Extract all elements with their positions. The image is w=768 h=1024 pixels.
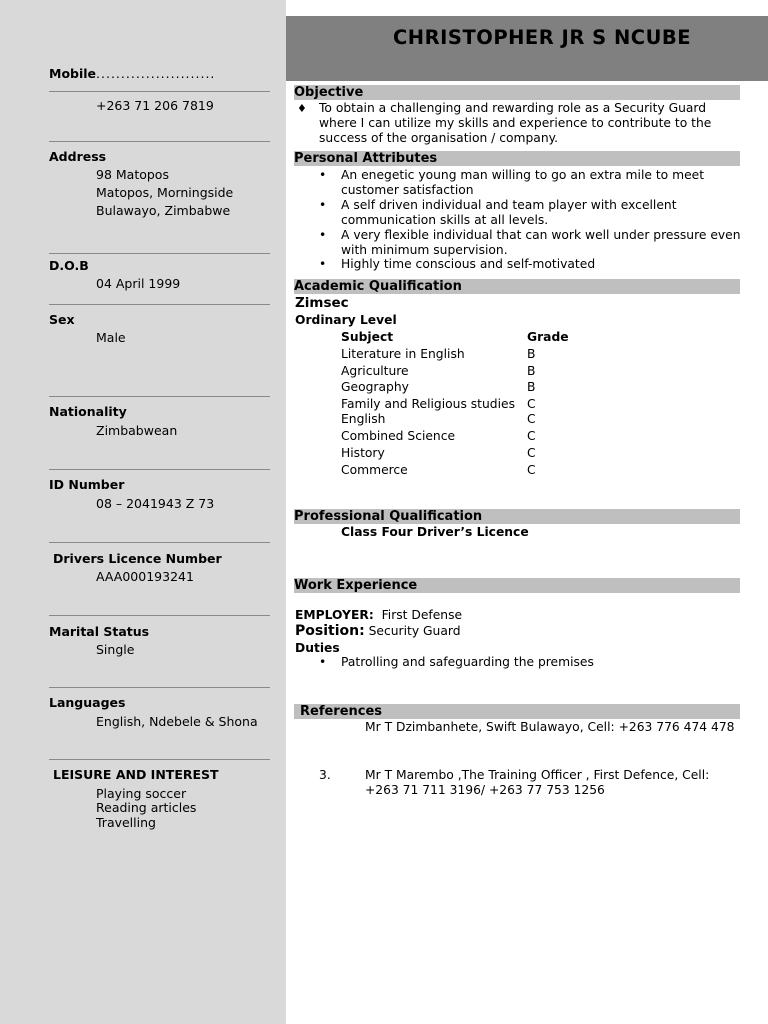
leisure-item: Travelling [96,815,156,830]
leisure-item: Playing soccer [96,786,187,801]
divider [49,396,270,397]
subject-name: Commerce [341,463,408,477]
candidate-name: CHRISTOPHER JR S NCUBE [393,26,692,49]
duty-item: Patrolling and safeguarding the premises [341,655,594,669]
reference-item: Mr T Dzimbanhete, Swift Bulawayo, Cell: +263 776 474 478 [365,720,735,734]
attribute-item: A self driven individual and team player with excellent communication skills at all levels. [341,198,677,227]
objective-text: To obtain a challenging and rewarding role as a Security Guard where I can utilize my skills and experience to contribute to the success of the organisation / company. [319,101,712,145]
employer-line: EMPLOYER: First Defense [295,608,463,622]
attribute-item: A very flexible individual that can work well under pressure even with minimum supervision. [341,228,741,257]
bullet-icon: • [319,257,327,271]
subject-grade: C [527,463,536,477]
dob-label: D.O.B [49,258,89,273]
divider [49,253,270,254]
mobile-label: Mobile........................ [49,66,216,81]
marital-status-label: Marital Status [49,624,150,639]
exam-board: Zimsec [295,295,349,311]
subject-grade: C [527,412,536,426]
dob-value: 04 April 1999 [96,276,181,291]
attributes-heading: Personal Attributes [294,151,740,166]
bullet-icon: • [319,198,327,212]
languages-label: Languages [49,695,126,710]
reference-number: 3. [319,768,331,782]
divider [49,687,270,688]
work-heading: Work Experience [294,578,740,593]
sex-label: Sex [49,312,75,327]
duties-label: Duties [295,641,340,655]
nationality-label: Nationality [49,404,127,419]
subject-name: Agriculture [341,364,409,378]
id-number-value: 08 – 2041943 Z 73 [96,496,215,511]
licence-value: AAA000193241 [96,569,194,584]
subject-name: English [341,412,386,426]
marital-status-value: Single [96,642,135,657]
subject-grade: B [527,347,536,361]
divider [49,542,270,543]
leisure-item: Reading articles [96,800,197,815]
subject-grade: C [527,397,536,411]
bullet-icon: • [319,228,327,242]
attribute-item: An enegetic young man willing to go an extra mile to meet customer satisfaction [341,168,705,197]
attribute-item: Highly time conscious and self-motivated [341,257,596,271]
objective-heading: Objective [294,85,740,100]
professional-item: Class Four Driver’s Licence [341,525,529,539]
references-heading: References [294,704,740,719]
exam-level: Ordinary Level [295,313,397,327]
sidebar [0,0,286,1024]
diamond-bullet-icon: ♦ [297,102,307,115]
reference-item: Mr T Marembo ,The Training Officer , First Defence, Cell: +263 71 711 3196/ +263 77 753 1256 [365,768,710,797]
divider [49,304,270,305]
subject-column-header: Subject [341,330,394,344]
subject-name: Combined Science [341,429,456,443]
address-line-3: Bulawayo, Zimbabwe [96,203,231,218]
address-label: Address [49,149,107,164]
mobile-value: +263 71 206 7819 [96,98,214,113]
subject-name: Family and Religious studies [341,397,515,411]
bullet-icon: • [319,655,327,669]
divider [49,759,270,760]
professional-heading: Professional Qualification [294,509,740,524]
divider [49,91,270,92]
leisure-label: LEISURE AND INTEREST [53,767,219,782]
languages-value: English, Ndebele & Shona [96,714,258,729]
divider [49,469,270,470]
subject-name: Literature in English [341,347,465,361]
position-line: Position: Security Guard [295,623,461,639]
subject-grade: C [527,429,536,443]
address-line-2: Matopos, Morningside [96,185,234,200]
bullet-icon: • [319,168,327,182]
nationality-value: Zimbabwean [96,423,178,438]
subject-grade: B [527,380,536,394]
licence-label: Drivers Licence Number [53,551,222,566]
id-number-label: ID Number [49,477,125,492]
divider [49,615,270,616]
subject-grade: B [527,364,536,378]
subject-name: Geography [341,380,409,394]
academic-heading: Academic Qualification [294,279,740,294]
subject-grade: C [527,446,536,460]
divider [49,141,270,142]
address-line-1: 98 Matopos [96,167,169,182]
sex-value: Male [96,330,126,345]
subject-name: History [341,446,385,460]
grade-column-header: Grade [527,330,569,344]
